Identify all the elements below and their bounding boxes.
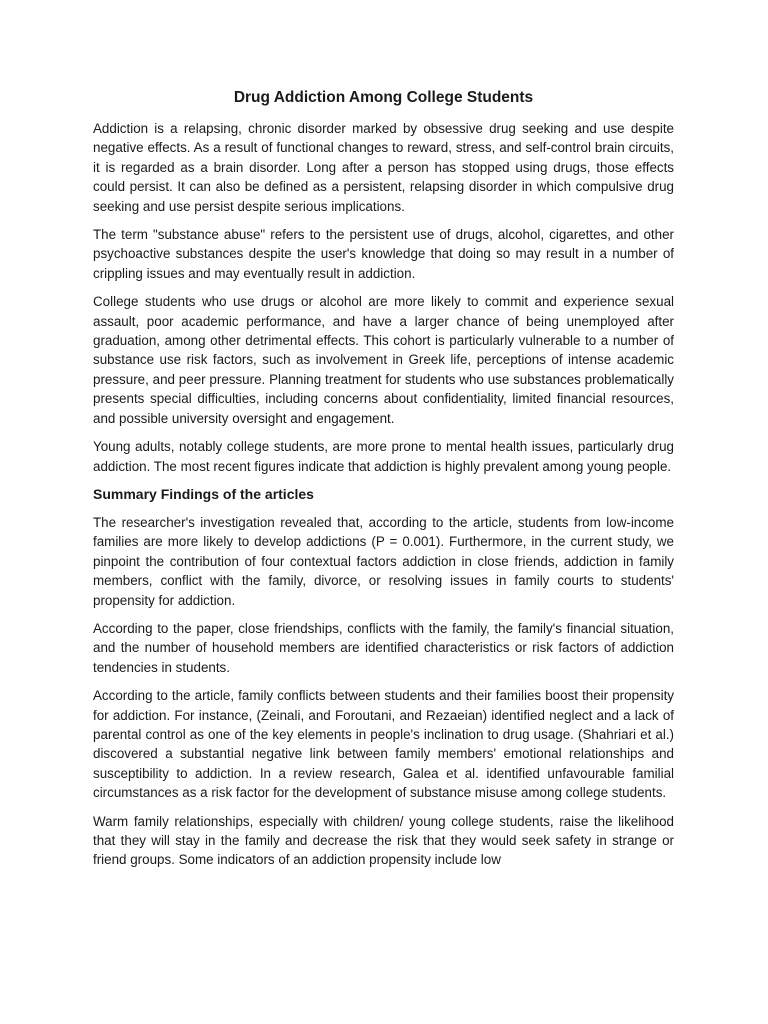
document-title: Drug Addiction Among College Students: [233, 89, 534, 106]
document-page: [93, 88, 674, 879]
paragraph-findings-low-income: The researcher's investigation revealed that, according to the article, students from low-income families are more likely to develop addictions (P = 0.001). Furthermore, in the current study, we pinpoint the contribution of four contextual factors addiction in close friends, addiction in family members, conflict with the family, divorce, or resolving issues in family courts to students' propensity for addiction.: [93, 514, 674, 608]
paragraph-findings-warm-relationships: Warm family relationships, especially with children/ young college students, raise the likelihood that they will stay in the family and decrease the risk that they would seek safety in strange or friend groups. Some indicators of an addiction propensity include low: [93, 813, 674, 868]
paragraph-substance-abuse: The term "substance abuse" refers to the persistent use of drugs, alcohol, cigarettes, and other psychoactive substances despite the user's knowledge that doing so may result in a number of crippling issues and may eventually result in addiction.: [93, 227, 674, 281]
paragraph-young-adults: Young adults, notably college students, are more prone to mental health issues, particularly drug addiction. The most recent figures indicate that addiction is highly prevalent among young people.: [93, 439, 674, 474]
paragraph-college-students-risks: College students who use drugs or alcohol are more likely to commit and experience sexual assault, poor academic performance, and have a larger chance of being unemployed after graduation, among other detrimental effects. This cohort is particularly vulnerable to a number of substance use risk factors, such as involvement in Greek life, perceptions of intense academic pressure, and peer pressure. Planning treatment for students who use substances problematically presents special difficulties, including concerns about confidentiality, limited financial resources, and possible university oversight and engagement.: [93, 294, 674, 426]
paragraph-addiction-definition: Addiction is a relapsing, chronic disorder marked by obsessive drug seeking and use despite negative effects. As a result of functional changes to reward, stress, and self-control brain circuits, it is regarded as a brain disorder. Long after a person has stopped using drugs, those effects could persist. It can also be defined as a persistent, relapsing disorder in which compulsive drug seeking and use persist despite serious implications.: [93, 121, 674, 214]
paragraph-findings-family-conflicts: According to the article, family conflicts between students and their families boost their propensity for addiction. For instance, (Zeinali, and Foroutani, and Rezaeian) identified neglect and a lack of parental control as one of the key elements in people's inclination to drug usage. (Shahriari et al.) discovered a substantial negative link between family members' emotional relationships and susceptibility to addiction. In a review research, Galea et al. identified unfavourable familial circumstances as a risk factor for the development of substance misuse among college students.: [93, 688, 674, 801]
section-heading-summary-findings: Summary Findings of the articles: [93, 485, 314, 502]
paragraph-findings-risk-factors: According to the paper, close friendships, conflicts with the family, the family's financial situation, and the number of household members are identified characteristics or risk factors of addiction tendencies in students.: [93, 620, 674, 675]
